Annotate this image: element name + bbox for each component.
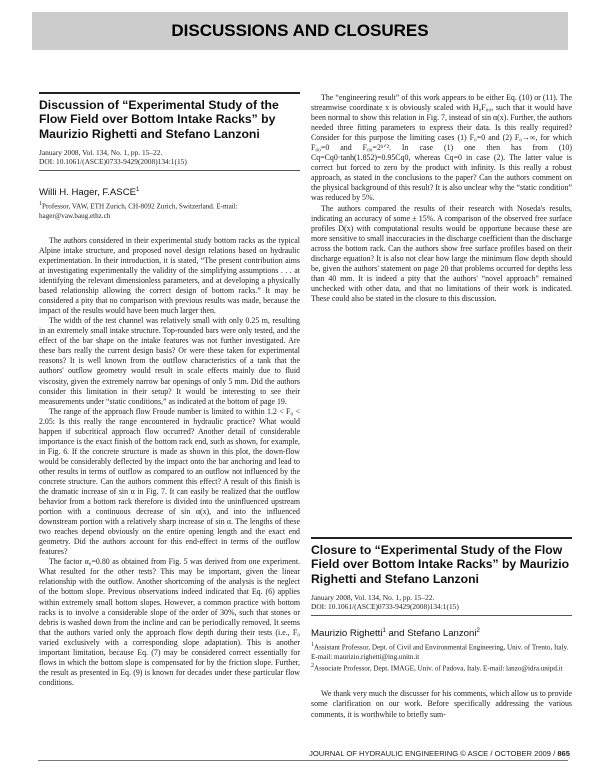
section-banner-title: DISCUSSIONS AND CLOSURES (171, 21, 429, 40)
discussion-paragraph-5: The “engineering result” of this work appears to be either Eq. (10) or (11). The streamwise coordinate x is obviously scaled with H₀F₀₀, such that it would have been normal to show this relation in Fig. 7, instead of sin α(x). Further, the authors needed three fitting parameters to express their data. Is this really required? Consider for this purpose the limiting cases (1) F₀=0 and (2) F₀→∞, for which F₀₀=0 and F₀₀=2¹ᐟ². In case (1) one then has from (10) Cq=Cq0·tanh(1.852)=0.95Cq0, whereas Cq=0 in case (2). The latter value is correct but forced to zero by the product with infinity. Is this really a robust approach, as stated in the conclusions to the paper? Can the authors comment on the physical background of this result? It is also unclear why the “static condition” was reduced by 5%. (311, 93, 572, 203)
discussion-paragraph-4: The factor α₀=0.80 as obtained from Fig. 5 was derived from one experiment. What resulted for the other tests? This may be important, given the linear relationship with the outflow. Another shortcoming of the analysis is the neglect of the bottom slope. Previous observations indeed indicated that Eq. (6) applies within extremely small bottom slopes. However, a common practice with bottom racks is to involve a considerable slope of the order of 30%, such that stones or debris is washed down from the incline and can be periodically removed. It seems that the authors varied only the approach flow depth during their tests (i.e., F₀ varied exclusively with a corresponding slope adaptation). This is another important limitation, because Eq. (7) may be considered correct essentially for flows in which the bottom slope is compensated for by the friction slope. Further, the result as presented in Eq. (9) is known for decades under these particular flow conditions. (39, 557, 300, 687)
author-name: Maurizio Righetti (311, 628, 383, 640)
footer-page-number: 865 (557, 749, 570, 758)
affiliation-text: Professor, VAW, ETH Zurich, CH-8092 Zurich, Switzerland. E-mail: hager@vaw.baug.ethz.ch (39, 202, 238, 220)
affiliation-footnote-mark: 1 (311, 642, 314, 649)
discussion-column-left (39, 92, 300, 688)
citation-rule (39, 170, 300, 171)
author-name: and Stefano Lanzoni (385, 628, 477, 640)
affiliation-footnote-mark: 1 (39, 201, 42, 208)
affiliation-text: Associate Professor, Dept. IMAGE, Univ. of Padova, Italy. E-mail: lanzo@idra.unipd.it (314, 664, 563, 673)
closure-affiliation-1 (311, 641, 572, 662)
page-footer (280, 749, 570, 758)
discussion-column-right (311, 93, 572, 304)
author-name: Willi H. Hager, F.ASCE (39, 187, 137, 199)
citation-issue: January 2008, Vol. 134, No. 1, pp. 15–22. (39, 147, 163, 157)
closure-paragraph-1: We thank very much the discusser for his comments, which allow us to provide some clarification on our work. Before specifically addressing the various comments, it is worthwhile to briefly sum- (311, 689, 572, 719)
section-rule (39, 92, 300, 94)
footer-journal: JOURNAL OF HYDRAULIC ENGINEERING © ASCE / OCTOBER 2009 / (309, 749, 558, 758)
author-footnote-mark: 1 (136, 186, 140, 193)
footer-rule (38, 760, 568, 761)
discussion-paragraph-3: The range of the approach flow Froude number is limited to within 1.2 < F₀ < 2.05: Is this really the range encountered in hydraulic practice? What would happen if subcritical approach flow occurred? Another detail of considerable importance is the exact finish of the bottom rack end, such as shown, for example, in Fig. 6. If the concrete structure is made as shown in this plot, the down-flow would be considerably deflected by the impact onto the bar anchoring and lead to other results in terms of outflow as compared to an outflow not influenced by the concrete structure. Can the authors comment this effect? A result of this finish is the dramatic increase of sin α in Fig. 7. It can easily be realized that the outflow behavior from a bottom rack therefore is divided into the uninfluenced upstream portion with a continuous decrease of sin α(x), and into the influenced downstream portion with a relatively sharp increase of sin α. The lengths of these two reaches depend obviously on the entire opening length and the exact end geometry. Did the authors account for this end-effect in terms of the outflow features? (39, 406, 300, 557)
section-rule (311, 537, 572, 539)
closure-affiliation-2 (311, 662, 572, 674)
discussion-citation (39, 148, 300, 167)
discussion-title: Discussion of “Experimental Study of the Flow Field over Bottom Intake Racks” by Maurizio Righetti and Stefano Lanzoni (39, 98, 279, 141)
closure-title: Closure to “Experimental Study of the Flow Field over Bottom Intake Racks” by Maurizio Righetti and Stefano Lanzoni (311, 543, 570, 586)
discussion-paragraph-1: The authors considered in their experimental study bottom racks as the typical Alpine intake structure, and proposed novel design relations based on hydraulic experimentation. In their introduction, it is stated, “The present contribution aims at investigating experimentally the validity of the simplifying assumptions . . . at identifying the relevant dimensionless parameters, and at developing a physically based relationship allowing the correct design of bottom racks.” It may be considered a pity that no comparison with previous results was made, because the impact of the results would have been much larger then. (39, 235, 300, 316)
discussion-paragraph-2: The width of the test channel was relatively small with only 0.25 m, resulting in an extremely small intake structure. Top-rounded bars were only tested, and the effect of the bar shape on the intake features was not further investigated. Are these bars really the current design basis? Or were these taken for experimental reasons? It is well known from the outflow characteristics of a tank that the authors' outflow geometry would result in scale effects mainly due to fluid viscosity, given the extremely narrow bar openings of only 5 mm. Did the authors consider this limitation in their setup? It would be interesting to see their measurements under “static conditions,” as indicated at the bottom of page 19. (39, 316, 300, 406)
closure-section (311, 537, 572, 720)
citation-doi: DOI: 10.1061/(ASCE)0733-9429(2008)134:1(15) (39, 157, 187, 167)
author-footnote-mark: 2 (476, 627, 480, 634)
citation-doi: DOI: 10.1061/(ASCE)0733-9429(2008)134:1(15) (311, 602, 459, 612)
section-banner (32, 12, 568, 50)
citation-rule (311, 615, 572, 616)
closure-citation (311, 593, 572, 612)
author-footnote-mark: 1 (382, 627, 386, 634)
discussion-affiliation (39, 200, 300, 221)
discussion-author (39, 187, 300, 198)
discussion-paragraph-6: The authors compared the results of their research with Noseda's results, indicating an accuracy of some ± 15%. A comparison of the observed free surface profiles D(x) with computational results would be opportune because these are more sensitive to small inaccuracies in the discharge coefficient than the discharge across the bottom rack. Can the authors show free surface profiles based on their discharge equation? It is also not clear how large the minimum flow depth should be, given the authors' statement on page 20 that problems occurred for depths less than 40 mm. It is indeed a pity that the authors' “novel approach” remained unchecked with other data, and that no limitations of their work is indicated. These could also be stated in the closure to this discussion. (311, 203, 572, 303)
affiliation-text: Assistant Professor, Dept. of Civil and Environmental Engineering, Univ. of Trento, Italy. E-mail: maurizio.righetti@ing.unitn.it (311, 643, 569, 661)
closure-authors (311, 628, 572, 639)
affiliation-footnote-mark: 2 (311, 662, 314, 669)
citation-issue: January 2008, Vol. 134, No. 1, pp. 15–22. (311, 592, 435, 602)
